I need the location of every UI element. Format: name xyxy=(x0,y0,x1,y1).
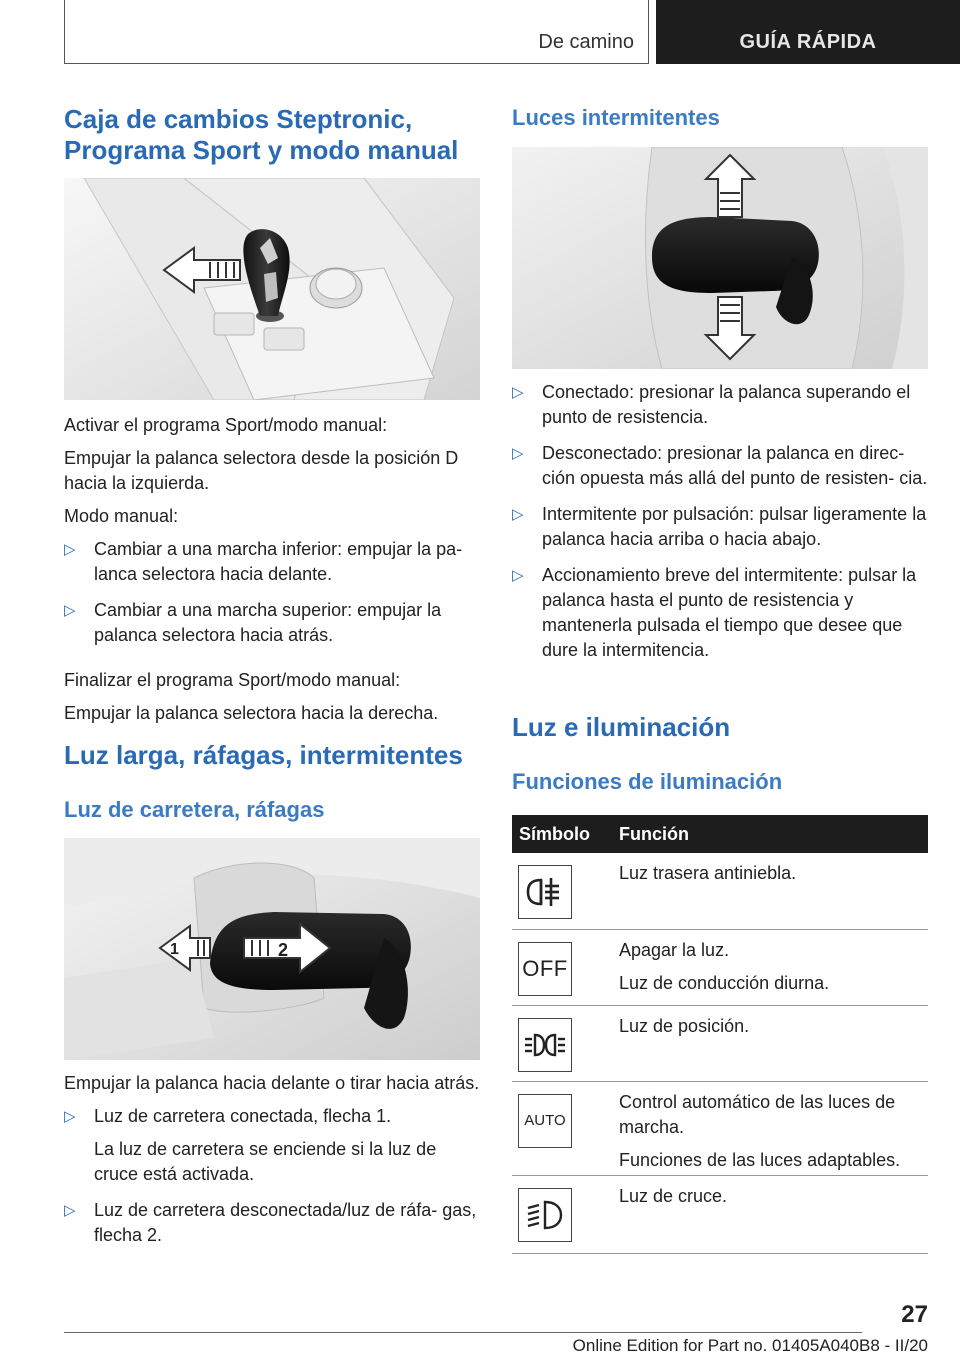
header-tab-label: GUÍA RÁPIDA xyxy=(739,31,877,53)
turn-signal-illustration xyxy=(512,147,928,369)
table-row xyxy=(512,1081,928,1175)
left-title xyxy=(64,104,480,166)
left-text-block-1 xyxy=(64,413,480,726)
high-beam-subheading xyxy=(64,796,480,824)
low-beam-icon xyxy=(518,1188,572,1242)
footer-divider xyxy=(64,1332,862,1333)
turn-signal-photo xyxy=(512,147,928,369)
parking-light-icon xyxy=(518,1018,572,1072)
lighting-title: Luz e iluminación xyxy=(512,712,731,742)
header-tab xyxy=(656,0,960,64)
bullet-triangle-icon: ▷ xyxy=(64,541,76,558)
table-row xyxy=(512,853,928,929)
table-header-symbol: Símbolo xyxy=(512,815,611,853)
function-text: Apagar la luz. xyxy=(619,939,730,960)
header-section-label: De camino xyxy=(538,31,634,53)
sport-activate-label: Activar el programa Sport/modo manual: xyxy=(64,415,388,435)
bullet-triangle-icon: ▷ xyxy=(512,567,524,584)
header-section-box xyxy=(64,0,649,64)
function-text: Control automático de las luces de marcha. xyxy=(619,1091,896,1137)
bullet-triangle-icon: ▷ xyxy=(64,1108,76,1125)
auto-icon: AUTO xyxy=(518,1094,572,1148)
lighting-functions-table xyxy=(512,815,928,1254)
rear-fog-light-icon xyxy=(518,865,572,919)
sport-end-label: Finalizar el programa Sport/modo manual: xyxy=(64,670,401,690)
gear-selector-photo xyxy=(64,178,480,400)
lighting-functions-title: Funciones de iluminación xyxy=(512,769,783,794)
arrow-label-1: 1 xyxy=(170,941,179,958)
list-item: ▷ Intermitente por pulsación: pulsar ligeramente la palanca hacia arriba o hacia abajo. xyxy=(512,504,927,549)
manual-mode-list xyxy=(64,537,480,648)
manual-mode-label: Modo manual: xyxy=(64,506,179,526)
high-beam-instruction: Empujar la palanca hacia delante o tirar hacia atrás. xyxy=(64,1073,480,1093)
off-icon: OFF xyxy=(518,942,572,996)
turn-signal-heading xyxy=(512,104,928,132)
high-beam-stalk-photo xyxy=(64,838,480,1060)
list-item: ▷ Cambiar a una marcha inferior: empujar la pa‐ lanca selectora hacia delante. xyxy=(64,539,463,584)
bullet-triangle-icon: ▷ xyxy=(64,602,76,619)
table-row xyxy=(512,1005,928,1081)
sport-activate-instruction: Empujar la palanca selectora desde la posición D hacia la izquierda. xyxy=(64,448,459,493)
list-item: ▷ Luz de carretera desconectada/luz de ráfa‐ gas, flecha 2. xyxy=(64,1200,477,1245)
bullet-triangle-icon: ▷ xyxy=(512,384,524,401)
function-text: Luz de posición. xyxy=(619,1015,750,1036)
table-row xyxy=(512,929,928,1005)
high-beam-heading xyxy=(64,740,480,771)
function-text: Luz trasera antiniebla. xyxy=(619,863,797,883)
lighting-subheading xyxy=(512,768,928,796)
left-title-line1: Caja de cambios Steptronic, xyxy=(64,104,413,134)
gear-selector-illustration xyxy=(64,178,480,400)
list-item: ▷ Accionamiento breve del intermitente: pulsar la palanca hasta el punto de resistencia y mantenerla pulsada el tiempo que desee que dure la intermitencia. xyxy=(512,565,917,660)
list-item: ▷ Luz de carretera conectada, flecha 1. La luz de carretera se enciende si la luz de cruce está activada. xyxy=(64,1104,480,1187)
left-title-line2: Programa Sport y modo manual xyxy=(64,135,459,165)
function-text: Funciones de las luces adaptables. xyxy=(619,1149,901,1170)
table-header-function: Función xyxy=(611,815,928,853)
lighting-heading xyxy=(512,712,928,743)
high-beam-subtitle: Luz de carretera, ráfagas xyxy=(64,797,325,822)
list-item-note: La luz de carretera se enciende si la luz de cruce está activada. xyxy=(94,1139,437,1184)
function-text: Luz de conducción diurna. xyxy=(619,972,830,993)
turn-signal-title: Luces intermitentes xyxy=(512,105,720,130)
high-beam-stalk-illustration xyxy=(64,838,480,1060)
page-number: 27 xyxy=(901,1301,928,1328)
sport-end-instruction: Empujar la palanca selectora hacia la derecha. xyxy=(64,703,439,723)
function-text: Luz de cruce. xyxy=(619,1185,728,1206)
bullet-triangle-icon: ▷ xyxy=(64,1202,76,1219)
table-row xyxy=(512,1175,928,1253)
bullet-triangle-icon: ▷ xyxy=(512,445,524,462)
bullet-triangle-icon: ▷ xyxy=(512,506,524,523)
list-item: ▷ Conectado: presionar la palanca superando el punto de resistencia. xyxy=(512,382,911,427)
high-beam-title: Luz larga, ráfagas, intermitentes xyxy=(64,740,463,770)
left-text-block-2 xyxy=(64,1071,480,1248)
high-beam-list xyxy=(64,1104,480,1248)
turn-signal-list-block xyxy=(512,380,928,663)
turn-signal-list xyxy=(512,380,928,663)
list-item: ▷ Cambiar a una marcha superior: empujar la palanca selectora hacia atrás. xyxy=(64,600,442,645)
arrow-label-2: 2 xyxy=(278,940,289,960)
edition-note: Online Edition for Part no. 01405A040B8 - II/20 xyxy=(572,1336,928,1355)
list-item: ▷ Desconectado: presionar la palanca en direc‐ ción opuesta más allá del punto de resisten‐ cia. xyxy=(512,443,928,488)
